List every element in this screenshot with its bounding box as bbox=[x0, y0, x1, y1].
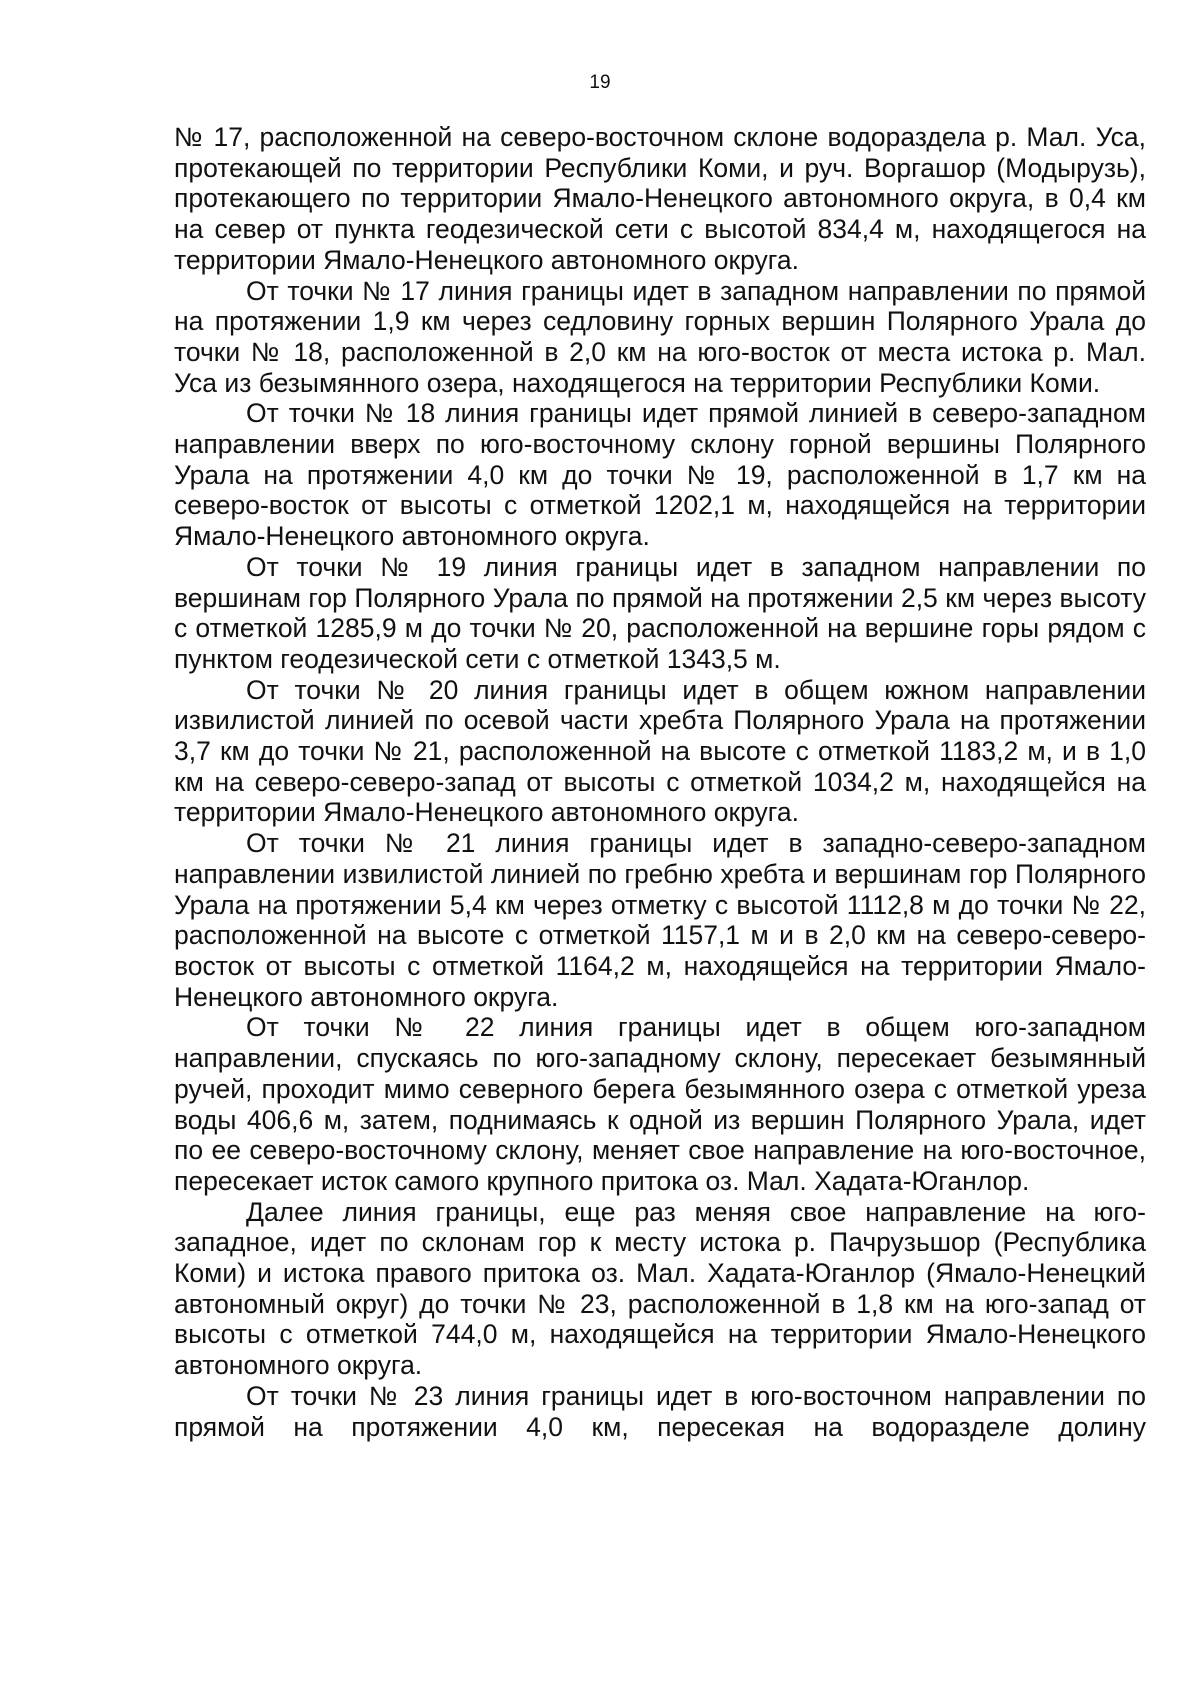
paragraph-continuation: № 17, расположенной на северо-восточном склоне водораздела р. Мал. Уса, протекающей по территории Республики Коми, и руч. Воргашор (Модырузь), протекающего по территории Ямало-Ненецкого автономного округа, в 0,4 км на север от пункта геодезической сети с высотой 834,4 м, находящегося на территории Ямало-Ненецкого автономного округа. bbox=[174, 122, 1146, 275]
paragraph-point-20: От точки № 20 линия границы идет в общем южном направлении извилистой линией по осевой части хребта Полярного Урала на протяжении 3,7 км до точки № 21, расположенной на высоте с отметкой 1183,2 м, и в 1,0 км на северо-северо-запад от высоты с отметкой 1034,2 м, находящейся на территории Ямало-Ненецкого автономного округа. bbox=[174, 674, 1146, 828]
paragraph-point-17: От точки № 17 линия границы идет в западном направлении по прямой на протяжении 1,9 км через седловину горных вершин Полярного Урала до точки № 18, расположенной в 2,0 км на юго-восток от места истока р. Мал. Уса из безымянного озера, находящегося на территории Республики Коми. bbox=[174, 275, 1146, 398]
paragraph-point-19: От точки № 19 линия границы идет в западном направлении по вершинам гор Полярного Урала по прямой на протяжении 2,5 км через высоту с отметкой 1285,9 м до точки № 20, расположенной на вершине горы рядом с пунктом геодезической сети с отметкой 1343,5 м. bbox=[174, 551, 1146, 674]
document-body bbox=[174, 122, 1146, 1442]
paragraph-further: Далее линия границы, еще раз меняя свое направление на юго-западное, идет по склонам гор к месту истока р. Пачрузьшор (Республика Коми) и истока правого притока оз. Мал. Хадата-Юганлор (Ямало-Ненецкий автономный округ) до точки № 23, расположенной в 1,8 км на юго-запад от высоты с отметкой 744,0 м, находящейся на территории Ямало-Ненецкого автономного округа. bbox=[174, 1196, 1146, 1381]
paragraph-point-18: От точки № 18 линия границы идет прямой линией в северо-западном направлении вверх по юго-восточному склону горной вершины Полярного Урала на протяжении 4,0 км до точки № 19, расположенной в 1,7 км на северо-восток от высоты с отметкой 1202,1 м, находящейся на территории Ямало-Ненецкого автономного округа. bbox=[174, 398, 1146, 552]
paragraph-point-22: От точки № 22 линия границы идет в общем юго-западном направлении, спускаясь по юго-западному склону, пересекает безымянный ручей, проходит мимо северного берега безымянного озера с отметкой уреза воды 406,6 м, затем, поднимаясь к одной из вершин Полярного Урала, идет по ее северо-восточному склону, меняет свое направление на юго-восточное, пересекает исток самого крупного притока оз. Мал. Хадата-Юганлор. bbox=[174, 1012, 1146, 1196]
paragraph-point-23: От точки № 23 линия границы идет в юго-восточном направлении по прямой на протяжении 4,0 км, пересекая на водоразделе долину bbox=[174, 1380, 1146, 1442]
paragraph-point-21: От точки № 21 линия границы идет в западно-северо-западном направлении извилистой линией по гребню хребта и вершинам гор Полярного Урала на протяжении 5,4 км через отметку с высотой 1112,8 м до точки № 22, расположенной на высоте с отметкой 1157,1 м и в 2,0 км на северо-северо-восток от высоты с отметкой 1164,2 м, находящейся на территории Ямало-Ненецкого автономного округа. bbox=[174, 828, 1146, 1012]
page-number: 19 bbox=[589, 72, 611, 93]
